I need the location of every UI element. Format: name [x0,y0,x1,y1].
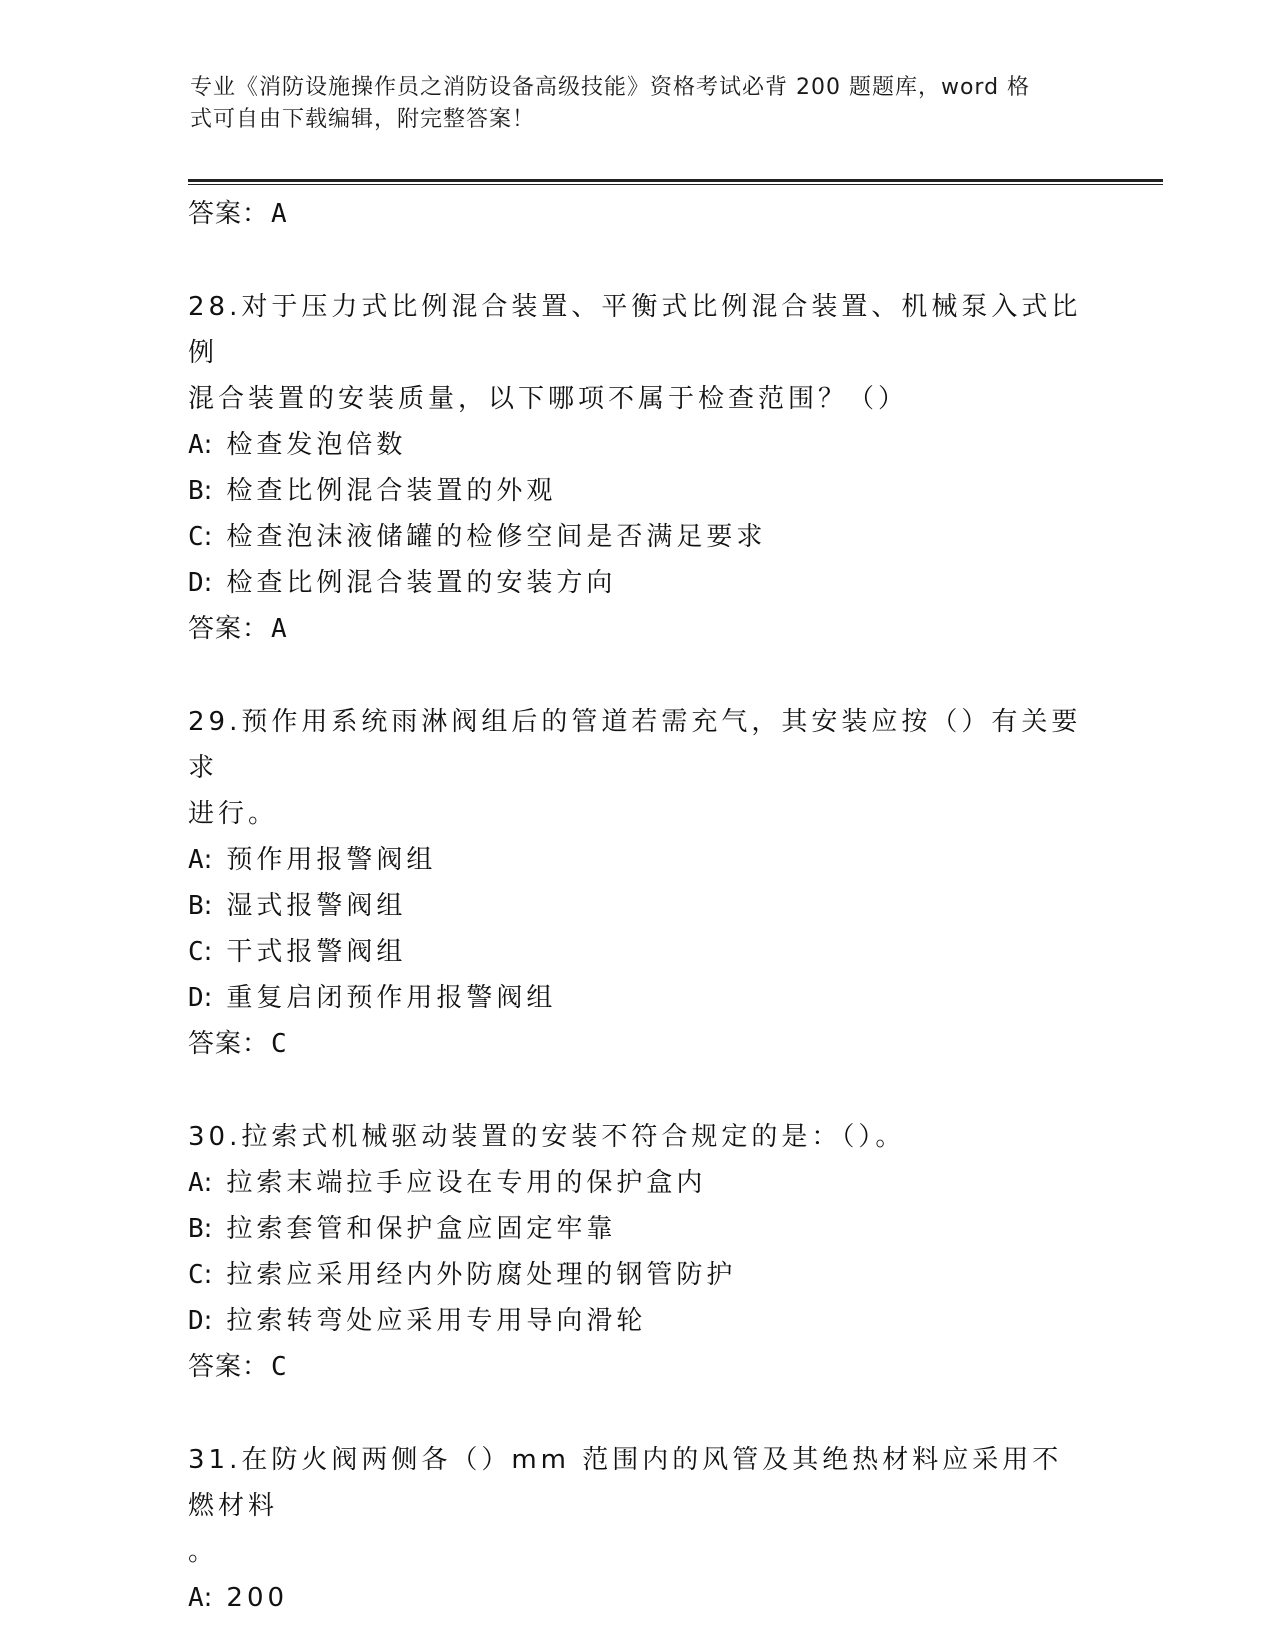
question-29 [188,699,1088,1067]
option-key: D [188,568,204,598]
answer-label: 答案： [188,199,270,229]
stem-line: 。 [188,1537,219,1567]
option-a: A: 检查发泡倍数 [188,430,407,460]
option-text: 检查比例混合装置的外观 [226,476,557,506]
answer-value: A [271,614,288,644]
question-stem [188,284,1088,422]
option-key: A [188,1583,204,1613]
option-a: A: 预作用报警阀组 [188,845,437,875]
question-stem [188,699,1088,837]
stem-line: 30.拉索式机械驱动装置的安装不符合规定的是：（）。 [188,1122,906,1152]
option-a: A: 200 [188,1583,289,1613]
option-key: D [188,1306,204,1336]
answer-value: A [271,199,288,229]
answer-label: 答案： [188,1352,270,1382]
option-key: B [188,476,204,506]
header-line-2: 式可自由下载编辑，附完整答案！ [190,107,536,132]
stem-line: 进行。 [188,799,279,829]
option-key: D [188,983,204,1013]
stem-line: 29.预作用系统雨淋阀组后的管道若需充气，其安装应按（）有关要求 [188,707,1082,783]
option-text: 湿式报警阀组 [226,891,407,921]
header-divider-thick [188,179,1163,182]
question-stem [188,1437,1088,1575]
option-a: A: 拉索末端拉手应设在专用的保护盒内 [188,1168,707,1198]
option-key: C [188,522,204,552]
option-text: 200 [226,1583,289,1613]
option-text: 拉索应采用经内外防腐处理的钢管防护 [226,1260,737,1290]
answer-label: 答案： [188,614,270,644]
answer [188,606,1088,652]
answer-label: 答案： [188,1029,270,1059]
option-key: A [188,1168,204,1198]
answer [188,1021,1088,1067]
option-c: C: 检查泡沫液储罐的检修空间是否满足要求 [188,522,767,552]
option-text: 拉索套管和保护盒应固定牢靠 [226,1214,617,1244]
answer-value: C [271,1029,288,1059]
option-key: C [188,1260,204,1290]
option-key: B [188,891,204,921]
option-b: B: 湿式报警阀组 [188,891,407,921]
option-text: 拉索转弯处应采用专用导向滑轮 [226,1306,647,1336]
question-list [188,191,1088,1621]
option-key: B [188,1214,204,1244]
option-text: 检查比例混合装置的安装方向 [226,568,617,598]
option-key: C [188,937,204,967]
option-d: D: 拉索转弯处应采用专用导向滑轮 [188,1306,647,1336]
option-c: C: 拉索应采用经内外防腐处理的钢管防护 [188,1260,737,1290]
previous-answer [188,191,1088,237]
header-divider-thin [188,184,1163,185]
header-line-1: 专业《消防设施操作员之消防设备高级技能》资格考试必背 200 题题库，word 格 [190,75,1031,100]
option-b: B: 检查比例混合装置的外观 [188,476,557,506]
option-b: B: 拉索套管和保护盒应固定牢靠 [188,1214,617,1244]
question-31 [188,1437,1088,1621]
question-stem [188,1114,1088,1160]
option-text: 检查发泡倍数 [226,430,407,460]
option-text: 预作用报警阀组 [226,845,437,875]
option-key: A [188,430,204,460]
option-d: D: 重复启闭预作用报警阀组 [188,983,557,1013]
stem-line: 混合装置的安装质量，以下哪项不属于检查范围？（） [188,384,909,414]
option-text: 拉索末端拉手应设在专用的保护盒内 [226,1168,707,1198]
question-28 [188,284,1088,652]
option-text: 干式报警阀组 [226,937,407,967]
option-text: 检查泡沫液储罐的检修空间是否满足要求 [226,522,767,552]
answer [188,1344,1088,1390]
stem-line: 28.对于压力式比例混合装置、平衡式比例混合装置、机械泵入式比例 [188,292,1082,368]
answer-value: C [271,1352,288,1382]
stem-line: 31.在防火阀两侧各（）mm 范围内的风管及其绝热材料应采用不燃材料 [188,1445,1063,1521]
document-header [190,72,1090,136]
option-c: C: 干式报警阀组 [188,937,407,967]
option-key: A [188,845,204,875]
option-text: 重复启闭预作用报警阀组 [226,983,557,1013]
option-d: D: 检查比例混合装置的安装方向 [188,568,617,598]
question-30 [188,1114,1088,1390]
